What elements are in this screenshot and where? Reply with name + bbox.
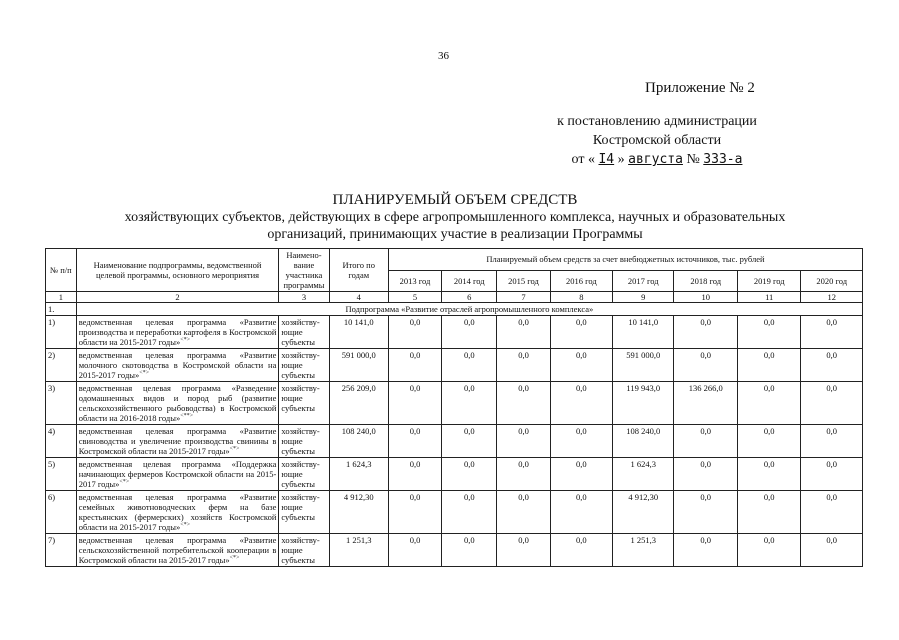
row-name-text: ведомственная целевая программа «Развитие производства и переработки картофеля в Костромской области на 2015-2017 годы»: [78, 317, 277, 347]
number-prefix: №: [686, 152, 700, 167]
row-total: 4 912,30: [329, 491, 388, 534]
row-year-value: 0,0: [442, 316, 497, 349]
resolution-line2: Костромской области: [592, 133, 722, 148]
row-name: [76, 491, 279, 534]
row-name: [76, 458, 279, 491]
header-participant: Наимено-вание участника программы: [279, 249, 329, 292]
header-year: 2018 год: [674, 270, 737, 292]
table-body: [46, 316, 863, 567]
section-row: [46, 303, 863, 316]
footnote-mark: <**>: [180, 413, 193, 420]
row-year-value: 0,0: [737, 425, 800, 458]
row-year-value: 0,0: [674, 458, 737, 491]
header-year: 2014 год: [442, 270, 497, 292]
row-year-value: 0,0: [737, 491, 800, 534]
header-year: 2017 год: [613, 270, 674, 292]
row-participant: хозяйству-ющие субъекты: [279, 425, 329, 458]
row-year-value: 0,0: [550, 491, 612, 534]
row-year-value: 0,0: [801, 382, 863, 425]
row-participant: хозяйству-ющие субъекты: [279, 316, 329, 349]
row-year-value: 0,0: [674, 316, 737, 349]
row-year-value: 0,0: [388, 425, 441, 458]
row-year-value: 0,0: [550, 534, 612, 567]
table-row: [46, 316, 863, 349]
row-year-value: 108 240,0: [613, 425, 674, 458]
row-total: 591 000,0: [329, 349, 388, 382]
header-year: 2019 год: [737, 270, 800, 292]
footnote-mark: <*>: [180, 337, 190, 344]
header-year: 2015 год: [497, 270, 550, 292]
date-day: I4: [598, 152, 615, 167]
funding-table: [45, 248, 863, 567]
row-year-value: 0,0: [388, 316, 441, 349]
heading-line3: организаций, принимающих участие в реализации Программы: [267, 227, 643, 242]
column-number: 4: [329, 292, 388, 303]
header-year: 2013 год: [388, 270, 441, 292]
row-participant: хозяйству-ющие субъекты: [279, 491, 329, 534]
date-prefix: от «: [571, 152, 595, 167]
page-number: 36: [438, 50, 449, 62]
row-name-text: ведомственная целевая программа «Развитие сельскохозяйственной потребительской кооперации в Костромской области на 2015-2017 годы»: [78, 535, 277, 565]
column-number: 9: [613, 292, 674, 303]
row-year-value: 591 000,0: [613, 349, 674, 382]
date-day-close: »: [617, 152, 625, 167]
row-name: [76, 382, 279, 425]
table-row: [46, 534, 863, 567]
row-year-value: 4 912,30: [613, 491, 674, 534]
row-name: [76, 316, 279, 349]
row-year-value: 0,0: [550, 425, 612, 458]
row-name: [76, 349, 279, 382]
footnote-mark: <*>: [119, 479, 130, 486]
column-number: 11: [737, 292, 800, 303]
heading-line2: хозяйствующих субъектов, действующих в сфере агропромышленного комплекса, научных и образовательных: [124, 210, 786, 225]
footnote-mark: <*>: [180, 522, 190, 529]
column-number: 1: [46, 292, 77, 303]
document-heading: [60, 192, 850, 243]
row-num: 6): [46, 491, 77, 534]
row-participant: хозяйству-ющие субъекты: [279, 349, 329, 382]
row-num: 3): [46, 382, 77, 425]
row-year-value: 0,0: [442, 349, 497, 382]
section-num: 1.: [46, 303, 77, 316]
row-year-value: 0,0: [388, 458, 441, 491]
row-year-value: 0,0: [497, 425, 550, 458]
column-number: 7: [497, 292, 550, 303]
row-year-value: 0,0: [801, 349, 863, 382]
column-number: 6: [442, 292, 497, 303]
row-name: [76, 425, 279, 458]
row-year-value: 0,0: [442, 534, 497, 567]
row-year-value: 0,0: [801, 491, 863, 534]
header-total: Итого по годам: [329, 249, 388, 292]
row-year-value: 136 266,0: [674, 382, 737, 425]
row-year-value: 0,0: [737, 349, 800, 382]
column-number: 3: [279, 292, 329, 303]
section-title: Подпрограмма «Развитие отраслей агропромышленного комплекса»: [76, 303, 862, 316]
appendix-title: Приложение № 2: [645, 80, 755, 96]
row-year-value: 0,0: [442, 491, 497, 534]
row-year-value: 0,0: [674, 534, 737, 567]
row-year-value: 0,0: [550, 382, 612, 425]
column-number: 8: [550, 292, 612, 303]
row-num: 4): [46, 425, 77, 458]
row-year-value: 0,0: [737, 316, 800, 349]
row-year-value: 0,0: [737, 382, 800, 425]
row-year-value: 10 141,0: [613, 316, 674, 349]
row-year-value: 0,0: [388, 534, 441, 567]
table-row: [46, 425, 863, 458]
row-name-text: ведомственная целевая программа «Развитие семейных животноводческих ферм на базе крестьянских (фермерских) хозяйств Костромской области на 2015-2017 годы»: [78, 492, 277, 532]
column-number: 5: [388, 292, 441, 303]
column-number: 12: [801, 292, 863, 303]
row-year-value: 0,0: [801, 316, 863, 349]
row-year-value: 0,0: [442, 382, 497, 425]
resolution-number: 333-а: [703, 152, 743, 167]
row-year-value: 0,0: [388, 491, 441, 534]
row-total: 1 251,3: [329, 534, 388, 567]
row-year-value: 0,0: [497, 382, 550, 425]
row-year-value: 0,0: [674, 425, 737, 458]
header-planned: Планируемый объем средств за счет внебюджетных источников, тыс. рублей: [388, 249, 862, 271]
row-num: 5): [46, 458, 77, 491]
header-name: Наименование подпрограммы, ведомственной целевой программы, основного мероприятия: [76, 249, 279, 292]
row-name-text: ведомственная целевая программа «Поддержка начинающих фермеров Костромской области на 2015-2017 годы»: [78, 459, 277, 489]
row-year-value: 0,0: [497, 458, 550, 491]
row-total: 108 240,0: [329, 425, 388, 458]
row-participant: хозяйству-ющие субъекты: [279, 458, 329, 491]
table-row: [46, 349, 863, 382]
resolution-date: [507, 150, 807, 169]
heading-line1: ПЛАНИРУЕМЫЙ ОБЪЕМ СРЕДСТВ: [332, 192, 578, 208]
column-number: 10: [674, 292, 737, 303]
row-total: 10 141,0: [329, 316, 388, 349]
row-year-value: 0,0: [550, 316, 612, 349]
column-number-row: [46, 292, 863, 303]
row-year-value: 0,0: [674, 491, 737, 534]
row-year-value: 0,0: [737, 458, 800, 491]
column-number: 2: [76, 292, 279, 303]
row-year-value: 0,0: [801, 534, 863, 567]
row-name-text: ведомственная целевая программа «Развитие свиноводства и увеличение производства свинины в Костромской области на 2015-2017 годы»: [78, 426, 277, 456]
row-name-text: ведомственная целевая программа «Развитие молочного скотоводства в Костромской области на 2015-2017 годы»: [78, 350, 277, 380]
row-year-value: 0,0: [442, 425, 497, 458]
row-year-value: 0,0: [388, 349, 441, 382]
row-participant: хозяйству-ющие субъекты: [279, 534, 329, 567]
footnote-mark: <*>: [139, 370, 150, 377]
date-month: августа: [628, 152, 683, 167]
row-year-value: 0,0: [801, 425, 863, 458]
footnote-mark: <*>: [229, 446, 240, 453]
row-year-value: 0,0: [550, 349, 612, 382]
header-num: № п/п: [46, 249, 77, 292]
header-year: 2016 год: [550, 270, 612, 292]
row-year-value: 0,0: [497, 534, 550, 567]
row-year-value: 0,0: [550, 458, 612, 491]
table-row: [46, 382, 863, 425]
resolution-block: [507, 112, 807, 169]
table-row: [46, 491, 863, 534]
row-year-value: 119 943,0: [613, 382, 674, 425]
row-year-value: 0,0: [801, 458, 863, 491]
row-num: 2): [46, 349, 77, 382]
row-total: 256 209,0: [329, 382, 388, 425]
row-name: [76, 534, 279, 567]
row-year-value: 1 251,3: [613, 534, 674, 567]
row-year-value: 0,0: [442, 458, 497, 491]
row-name-text: ведомственная целевая программа «Разведение одомашненных видов и пород рыб (развитие сельскохозяйственного рыбоводства) в Костромской области на 2016-2018 годы»: [78, 383, 277, 423]
row-year-value: 0,0: [497, 349, 550, 382]
resolution-line1: к постановлению администрации: [557, 114, 757, 129]
row-year-value: 0,0: [388, 382, 441, 425]
footnote-mark: <*>: [229, 555, 240, 562]
row-total: 1 624,3: [329, 458, 388, 491]
row-participant: хозяйству-ющие субъекты: [279, 382, 329, 425]
row-year-value: 1 624,3: [613, 458, 674, 491]
row-num: 7): [46, 534, 77, 567]
header-year: 2020 год: [801, 270, 863, 292]
table-row: [46, 458, 863, 491]
row-year-value: 0,0: [737, 534, 800, 567]
row-year-value: 0,0: [497, 491, 550, 534]
row-num: 1): [46, 316, 77, 349]
row-year-value: 0,0: [497, 316, 550, 349]
row-year-value: 0,0: [674, 349, 737, 382]
